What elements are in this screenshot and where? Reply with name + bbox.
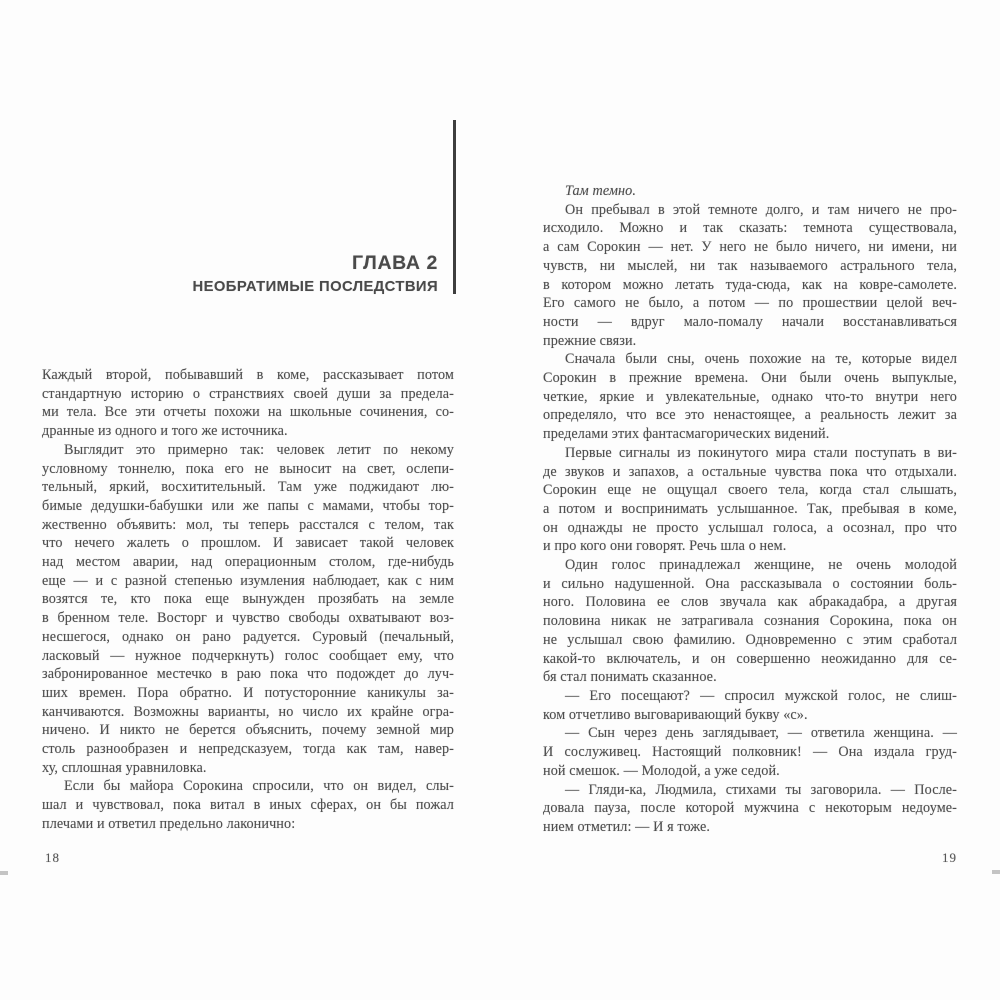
text-line: а сам Сорокин — нет. У него не было ничего, ни имени, ни [543, 239, 957, 256]
text-line: довала пауза, после которой мужчина с некоторым недоуме- [543, 800, 957, 817]
photo-edge-artifact-left [0, 871, 8, 875]
text-line: жественно объявить: мол, ты теперь расстался с телом, так [42, 516, 454, 533]
text-line: Он пребывал в этой темноте долго, и там ничего не про- [565, 201, 957, 218]
text-line: бя стал понимать сказанное. [543, 669, 717, 686]
text-line: — Сын через день заглядывает, — ответила женщина. — [565, 725, 957, 742]
text-line: ху, сплошная уравниловка. [42, 759, 207, 776]
text-line: стандартную историю о странствиях своей души за предела- [42, 385, 454, 402]
text-line: определяло, что все это ненастоящее, а реальность лежит за [543, 407, 957, 424]
text-line: Сорокин в прежние времена. Они были очень выпуклые, [543, 370, 957, 387]
text-line: в котором можно летать туда-сюда, как на ковре-самолете. [543, 276, 957, 293]
text-line: четкие, яркие и увлекательные, однако что-то внутри него [543, 388, 957, 405]
chapter-divider-rule [453, 120, 456, 294]
photo-edge-artifact-right [992, 870, 1000, 874]
text-line: де звуков и запахов, а остальные чувства пока что отдыхали. [543, 463, 957, 480]
text-line: ничено. И никто не берется объяснить, почему земной мир [42, 722, 454, 739]
text-line: прежние связи. [543, 332, 637, 349]
text-line: что нечего жалеть о прошлом. И зависает такой человек [42, 535, 454, 552]
text-line: И сослуживец. Настоящий полковник! — Она издала груд- [543, 744, 957, 761]
chapter-title: НЕОБРАТИМЫЕ ПОСЛЕДСТВИЯ [192, 279, 438, 295]
chapter-number: ГЛАВА 2 [352, 252, 438, 274]
text-line: в бренном теле. Восторг и чувство свободы охватывают воз- [42, 610, 454, 627]
text-line: и про кого они говорят. Речь шла о нем. [543, 538, 787, 555]
text-line: Если бы майора Сорокина спросили, что он видел, слы- [64, 778, 454, 795]
text-line: не услышал свою фамилию. Одновременно с этим сработал [543, 631, 957, 648]
text-line: Его самого не было, а потом — по прошествии целой веч- [543, 295, 957, 312]
text-line: Там темно. [565, 183, 636, 199]
text-line: ласковый — нужное подчеркнуть) голос сообщает ему, что [42, 647, 454, 664]
chapter-heading [42, 253, 438, 295]
text-line: — Его посещают? — спросил мужской голос, не слиш- [565, 687, 957, 704]
text-line: тельный, яркий, восхитительный. Там уже поджидают лю- [42, 479, 454, 496]
text-line: плечами и ответил предельно лаконично: [42, 815, 296, 832]
text-line: — Гляди-ка, Людмила, стихами ты заговорила. — После- [565, 781, 957, 798]
text-line: ности — вдруг мало-помалу начали восстанавливаться [543, 313, 957, 330]
text-line: условному тоннелю, пока его не выносит на свет, ослепи- [42, 460, 454, 477]
left-page-text [42, 366, 454, 834]
text-line: возятся те, кто пока еще вынужден прозябать на земле [42, 591, 454, 608]
text-line: несшегося, однако он рано радуется. Суровый (печальный, [42, 628, 454, 645]
text-line: Один голос принадлежал женщине, не очень молодой [565, 557, 957, 574]
text-line: ного. Половина ее слов звучала как абракадабра, а другая [543, 594, 957, 611]
text-line: он однажды не просто услышал голоса, а осознал, про что [543, 519, 957, 536]
text-line: а потом и воспринимать услышанное. Так, пребывая в коме, [543, 500, 957, 517]
page-number-left: 18 [45, 850, 60, 865]
text-line: пределами этих фантасмагорических видений. [543, 426, 830, 443]
right-page-text [543, 182, 957, 837]
text-line: дранные из одного и того же источника. [42, 423, 288, 440]
text-line: половина никак не затрагивала сознания Сорокина, пока он [543, 613, 957, 630]
text-line: забронированное местечко в раю пока что подождет до луч- [42, 666, 454, 683]
text-line: ми тела. Все эти отчеты похожи на школьные сочинения, со- [42, 404, 454, 421]
text-line: столь разнообразен и непредсказуем, тогда как там, навер- [42, 741, 454, 758]
text-line: над местом аварии, над операционным столом, где-нибудь [42, 554, 454, 571]
text-line: канчиваются. Возможны варианты, но число их крайне огра- [42, 703, 454, 720]
text-line: чувств, ни мыслей, ни так называемого астрального тела, [543, 257, 957, 274]
text-line: ной смешок. — Молодой, а уже седой. [543, 762, 780, 779]
text-line: Сначала были сны, очень похожие на те, которые видел [565, 351, 957, 368]
text-line: ших времен. Пора обратно. И потусторонние каникулы за- [42, 684, 454, 701]
text-line: Каждый второй, побывавший в коме, рассказывает потом [42, 367, 454, 383]
text-line: какой-то включатель, и он совершенно неожиданно для се- [543, 650, 957, 667]
text-line: Первые сигналы из покинутого мира стали поступать в ви- [565, 444, 957, 461]
text-line: бимые дедушки-бабушки или же папы с мамами, чтобы тор- [42, 497, 454, 514]
text-line: ком отчетливо выговаривающий букву «с». [543, 706, 808, 723]
page-number-right: 19 [942, 850, 957, 865]
text-line: Сорокин еще не ощущал своего тела, когда стал слышать, [543, 482, 957, 499]
text-line: шал и чувствовал, пока витал в иных сферах, он бы пожал [42, 797, 454, 814]
text-line: еще — и с разной степенью изумления наблюдает, как с ним [42, 572, 454, 589]
text-line: и сильно надушенной. Она рассказывала о состоянии боль- [543, 575, 957, 592]
text-line: Выглядит это примерно так: человек летит по некому [64, 441, 454, 458]
text-line: нием отметил: — И я тоже. [543, 818, 711, 835]
text-line: исходило. Можно и так сказать: темнота существовала, [543, 220, 957, 237]
